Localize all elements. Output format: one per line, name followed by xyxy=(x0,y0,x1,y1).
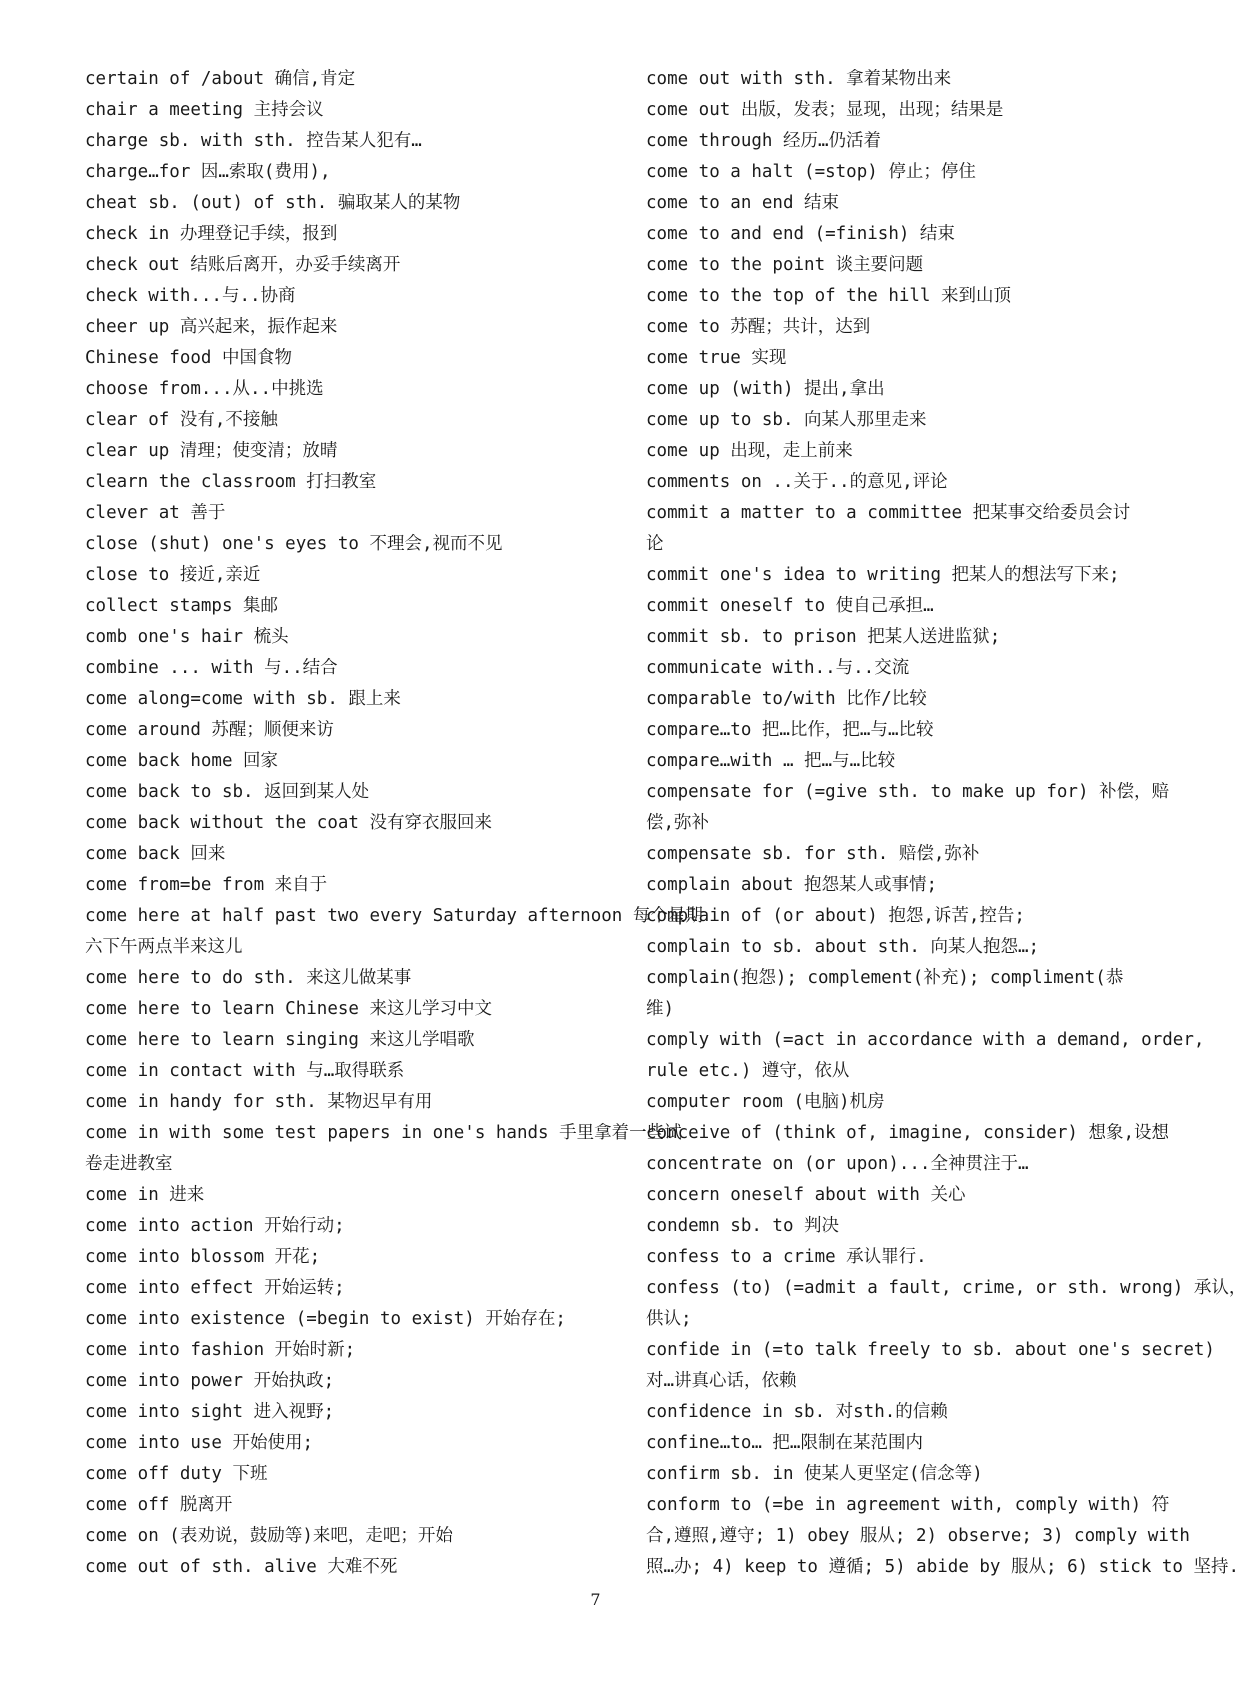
left-entry-line: come into existence (=begin to exist) 开始存在; xyxy=(85,1309,566,1329)
right-entry-line: complain of (or about) 抱怨,诉苦,控告; xyxy=(646,906,1025,926)
left-entry-line: come here to learn Chinese 来这儿学习中文 xyxy=(85,999,492,1019)
right-entry-line: come to and end (=finish) 结束 xyxy=(646,224,955,244)
left-entry-line: clearn the classroom 打扫教室 xyxy=(85,472,377,492)
right-entry-line: come to a halt (=stop) 停止；停住 xyxy=(646,162,976,182)
right-entry-line: 论 xyxy=(646,534,664,554)
right-entry-line: condemn sb. to 判决 xyxy=(646,1216,840,1236)
left-entry-line: come along=come with sb. 跟上来 xyxy=(85,689,401,709)
right-entry-line: compare…to 把…比作，把…与…比较 xyxy=(646,720,934,740)
left-entry-line: chair a meeting 主持会议 xyxy=(85,100,324,120)
left-entry-line: certain of /about 确信,肯定 xyxy=(85,69,356,89)
left-entry-line: come in 进来 xyxy=(85,1185,205,1205)
right-entry-line: 维) xyxy=(646,999,675,1019)
left-entry-line: come in with some test papers in one's hands 手里拿着一些试 xyxy=(85,1123,682,1143)
right-entry-line: come up 出现，走上前来 xyxy=(646,441,853,461)
right-entry-line: come out 出版，发表；显现，出现；结果是 xyxy=(646,100,1004,120)
left-entry-line: check in 办理登记手续，报到 xyxy=(85,224,338,244)
left-entry-line: come off 脱离开 xyxy=(85,1495,233,1515)
right-entry-line: 合,遵照,遵守; 1) obey 服从; 2) observe; 3) comply with xyxy=(646,1526,1190,1546)
left-entry-line: cheat sb. (out) of sth. 骗取某人的某物 xyxy=(85,193,461,213)
right-entry-line: come true 实现 xyxy=(646,348,787,368)
right-entry-line: comments on ..关于..的意见,评论 xyxy=(646,472,948,492)
right-entry-line: come through 经历…仍活着 xyxy=(646,131,882,151)
left-entry-line: come around 苏醒；顺便来访 xyxy=(85,720,334,740)
right-entry-line: rule etc.) 遵守，依从 xyxy=(646,1061,850,1081)
right-entry-line: confide in (=to talk freely to sb. about one's secret) xyxy=(646,1340,1215,1360)
left-entry-line: charge…for 因…索取(费用), xyxy=(85,162,331,182)
right-entry-line: complain(抱怨); complement(补充); compliment(恭 xyxy=(646,968,1124,988)
left-entry-line: check out 结账后离开，办妥手续离开 xyxy=(85,255,401,275)
right-entry-line: come up to sb. 向某人那里走来 xyxy=(646,410,927,430)
left-entry-line: 六下午两点半来这儿 xyxy=(85,937,243,957)
right-entry-line: come to 苏醒；共计，达到 xyxy=(646,317,871,337)
right-entry-line: commit one's idea to writing 把某人的想法写下来; xyxy=(646,565,1120,585)
right-entry-line: confidence in sb. 对sth.的信赖 xyxy=(646,1402,948,1422)
right-entry-line: confine…to… 把…限制在某范围内 xyxy=(646,1433,923,1453)
left-entry-line: come here to do sth. 来这儿做某事 xyxy=(85,968,412,988)
left-entry-line: come on (表劝说，鼓励等)来吧，走吧；开始 xyxy=(85,1526,453,1546)
right-entry-line: 供认; xyxy=(646,1309,692,1329)
left-entry-line: come into sight 进入视野; xyxy=(85,1402,335,1422)
right-entry-line: compare…with … 把…与…比较 xyxy=(646,751,896,771)
left-entry-line: clever at 善于 xyxy=(85,503,226,523)
right-entry-line: concern oneself about with 关心 xyxy=(646,1185,966,1205)
left-entry-line: collect stamps 集邮 xyxy=(85,596,279,616)
right-entry-line: commit oneself to 使自己承担… xyxy=(646,596,934,616)
right-entry-line: comparable to/with 比作/比较 xyxy=(646,689,927,709)
page-number: 7 xyxy=(590,1590,601,1609)
right-entry-line: complain to sb. about sth. 向某人抱怨…; xyxy=(646,937,1040,957)
left-entry-line: come into blossom 开花; xyxy=(85,1247,321,1267)
left-entry-line: close to 接近,亲近 xyxy=(85,565,261,585)
right-entry-line: confirm sb. in 使某人更坚定(信念等) xyxy=(646,1464,983,1484)
left-entry-line: come back 回来 xyxy=(85,844,226,864)
left-entry-line: check with...与..协商 xyxy=(85,286,296,306)
right-entry-line: comply with (=act in accordance with a demand, order, xyxy=(646,1030,1205,1050)
left-entry-line: come off duty 下班 xyxy=(85,1464,268,1484)
left-entry-line: close (shut) one's eyes to 不理会,视而不见 xyxy=(85,534,503,554)
right-entry-line: come to an end 结束 xyxy=(646,193,840,213)
left-entry-line: charge sb. with sth. 控告某人犯有… xyxy=(85,131,422,151)
right-entry-line: 对…讲真心话，依赖 xyxy=(646,1371,797,1391)
left-entry-line: come into fashion 开始时新; xyxy=(85,1340,356,1360)
left-entry-line: come into use 开始使用; xyxy=(85,1433,314,1453)
right-entry-line: confess (to) (=admit a fault, crime, or sth. wrong) 承认， xyxy=(646,1278,1246,1298)
right-entry-line: computer room (电脑)机房 xyxy=(646,1092,885,1112)
right-entry-line: compensate for (=give sth. to make up for) 补偿，赔 xyxy=(646,782,1170,802)
right-entry-line: come out with sth. 拿着某物出来 xyxy=(646,69,952,89)
right-entry-line: commit sb. to prison 把某人送进监狱; xyxy=(646,627,1001,647)
left-entry-line: come into action 开始行动; xyxy=(85,1216,345,1236)
left-entry-line: come in contact with 与…取得联系 xyxy=(85,1061,405,1081)
left-entry-line: comb one's hair 梳头 xyxy=(85,627,289,647)
left-entry-line: cheer up 高兴起来，振作起来 xyxy=(85,317,338,337)
left-entry-line: 卷走进教室 xyxy=(85,1154,173,1174)
left-entry-line: come here at half past two every Saturday afternoon 每个星期 xyxy=(85,906,703,926)
right-entry-line: compensate sb. for sth. 赔偿,弥补 xyxy=(646,844,980,864)
left-entry-line: come here to learn singing 来这儿学唱歌 xyxy=(85,1030,475,1050)
left-entry-line: clear of 没有,不接触 xyxy=(85,410,278,430)
right-entry-line: concentrate on (or upon)...全神贯注于… xyxy=(646,1154,1029,1174)
right-entry-line: communicate with..与..交流 xyxy=(646,658,910,678)
right-entry-line: 偿,弥补 xyxy=(646,813,710,833)
right-entry-line: confess to a crime 承认罪行. xyxy=(646,1247,927,1267)
right-entry-line: come up (with) 提出,拿出 xyxy=(646,379,885,399)
right-entry-line: complain about 抱怨某人或事情; xyxy=(646,875,938,895)
left-entry-line: choose from...从..中挑选 xyxy=(85,379,324,399)
right-entry-line: come to the point 谈主要问题 xyxy=(646,255,924,275)
right-entry-line: come to the top of the hill 来到山顶 xyxy=(646,286,1012,306)
left-entry-line: combine ... with 与..结合 xyxy=(85,658,338,678)
left-entry-line: come from=be from 来自于 xyxy=(85,875,328,895)
left-entry-line: Chinese food 中国食物 xyxy=(85,348,292,368)
left-entry-line: clear up 清理；使变清；放晴 xyxy=(85,441,338,461)
left-entry-line: come out of sth. alive 大难不死 xyxy=(85,1557,398,1577)
left-entry-line: come in handy for sth. 某物迟早有用 xyxy=(85,1092,433,1112)
left-entry-line: come back without the coat 没有穿衣服回来 xyxy=(85,813,492,833)
right-column xyxy=(646,64,1246,1583)
left-entry-line: come back home 回家 xyxy=(85,751,279,771)
right-entry-line: 照…办; 4) keep to 遵循; 5) abide by 服从; 6) stick to 坚持. xyxy=(646,1557,1240,1577)
right-entry-line: conform to (=be in agreement with, comply with) 符 xyxy=(646,1495,1170,1515)
left-entry-line: come back to sb. 返回到某人处 xyxy=(85,782,370,802)
right-entry-line: conceive of (think of, imagine, consider) 想象,设想 xyxy=(646,1123,1170,1143)
right-entry-line: commit a matter to a committee 把某事交给委员会讨 xyxy=(646,503,1131,523)
left-entry-line: come into power 开始执政; xyxy=(85,1371,335,1391)
left-entry-line: come into effect 开始运转; xyxy=(85,1278,345,1298)
